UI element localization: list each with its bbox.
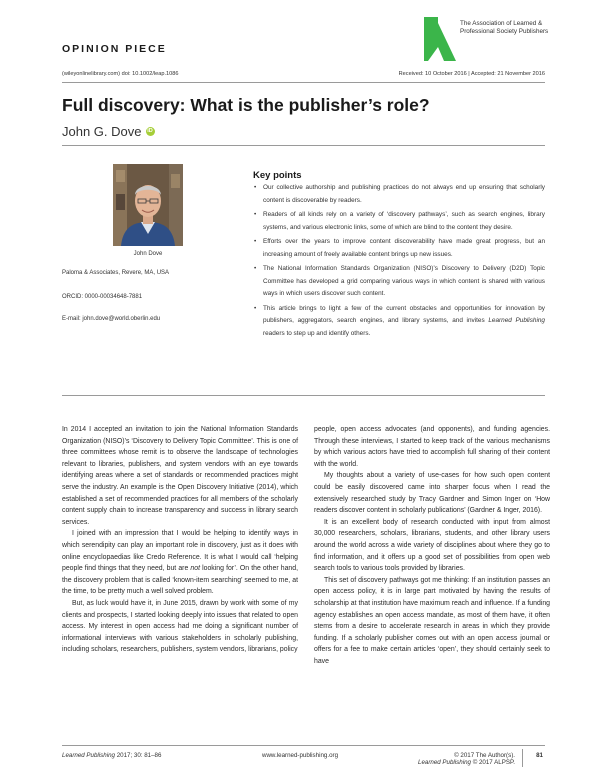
orcid-icon[interactable]: iD bbox=[147, 128, 153, 134]
article-author bbox=[62, 124, 155, 139]
body-column-left bbox=[62, 424, 298, 656]
footer-copyright-journal: Learned Publishing bbox=[418, 759, 471, 766]
paragraph bbox=[62, 528, 298, 598]
key-points-title: Key points bbox=[253, 170, 302, 181]
key-point bbox=[253, 303, 545, 341]
key-points-rule bbox=[62, 395, 545, 396]
page-number-divider bbox=[522, 749, 523, 767]
key-point: • Our collective authorship and publishing practices do not always end up ensuring that scholarly content is discoverable by readers. bbox=[253, 182, 545, 207]
footer-copyright-rest: © 2017 ALPSP. bbox=[470, 759, 515, 766]
footer-citation bbox=[62, 752, 161, 759]
key-point: • Readers of all kinds rely on a variety of ‘discovery pathways’, such as search engines, library systems, and various electronic links, some of which are blind to the content they desire. bbox=[253, 209, 545, 234]
email[interactable]: E-mail: john.dove@world.oberlin.edu bbox=[62, 316, 161, 322]
key-points-list bbox=[253, 182, 545, 342]
paragraph: In 2014 I accepted an invitation to join the National Information Standards Organization (NISO)’s ‘Discovery to Delivery Topic Committee’. This is one of three committees whose remit is to observe the landscape of technologies relevant to libraries, publishers, and system vendors with an eye towards identifying areas where a set of standards or recommended practices might serve the industry. An example is the Open Discovery Initiative (2014), which established a set of recommended practices for all members of the scholarly content supply chain to increase transparency and success in library search services. bbox=[62, 426, 298, 526]
received-accepted-dates: Received: 10 October 2016 | Accepted: 21 November 2016 bbox=[398, 71, 545, 77]
paragraph-text-end: looking for’. On the other hand, the discovery problem that is called ‘known-item searching’ seemed to me, at the time, to be pretty much a well solved problem. bbox=[62, 565, 298, 596]
title-rule bbox=[62, 145, 545, 146]
alpsp-logo bbox=[424, 17, 554, 61]
body-column-right bbox=[314, 424, 550, 667]
article-title: Full discovery: What is the publisher’s role? bbox=[62, 95, 430, 115]
footer-copyright bbox=[418, 752, 515, 766]
emphasis: not bbox=[190, 565, 200, 573]
author-name: John G. Dove bbox=[62, 124, 142, 139]
doi: (wileyonlinelibrary.com) doi: 10.1002/leap.1086 bbox=[62, 71, 179, 77]
author-photo bbox=[113, 164, 183, 246]
section-label: OPINION PIECE bbox=[62, 43, 167, 55]
orcid-number: ORCID: 0000-00034648-7881 bbox=[62, 294, 143, 300]
paragraph: This set of discovery pathways got me thinking: If an institution passes an open access policy, it is in large part motivated by having the results of scholarship at that institution have maximum reach and influence. If a funding agency establishes an open access mandate, as most of them have, it often stems from a desire to accelerate research in areas in which they provide funding. If a scholarly publisher comes out with an open access journal or offers for a fee to make certain articles ‘open’, they should certainly seek to have bbox=[314, 576, 550, 665]
paragraph-text: I joined with an impression that I would be helping to identify ways in which serendipity can play an important role in discovery, just as it does with online encyclopaedias like Credo Reference. It is what I would call ‘helping people find things that they need, but are bbox=[62, 530, 298, 573]
key-point: • Efforts over the years to improve content discoverability have made great progress, but an increasing amount of freely available content brings up new issues. bbox=[253, 236, 545, 261]
photo-caption: John Dove bbox=[133, 251, 163, 257]
key-point-text-end: readers to step up and identify others. bbox=[263, 329, 371, 337]
header-rule bbox=[62, 82, 545, 83]
footer-url[interactable]: www.learned-publishing.org bbox=[262, 752, 339, 759]
paragraph: people, open access advocates (and opponents), and funding agencies. Through these interviews, I started to keep track of the various mechanisms by which various actors have tried to accomplish full sharing of their content with the world. bbox=[314, 426, 550, 468]
footer-journal: Learned Publishing bbox=[62, 752, 115, 759]
footer-volume: 2017; 30: 81–86 bbox=[114, 752, 162, 759]
footer-copyright-line2 bbox=[418, 759, 515, 766]
logo-text: The Association of Learned & Professional Society Publishers bbox=[460, 20, 549, 35]
paragraph: But, as luck would have it, in June 2015, drawn by work with some of my clients and prospects, I started looking deeply into issues that related to open access. My interest in open access had me doing a significant number of informational interviews with various stakeholders in scholarly publishing, including scholars, researchers, publishers, system vendors, librarians, policy bbox=[62, 599, 298, 654]
key-point: • The National Information Standards Organization (NISO)’s Discovery to Delivery (D2D) Topic Committee has developed a grid comparing various ways in which content is shared with various ways in which users discover such content. bbox=[253, 263, 545, 301]
key-point-text: This article brings to light a few of the current obstacles and opportunities for innovation by publishers, aggregators, search engines, and library systems, and invites bbox=[263, 304, 545, 324]
affiliation: Paloma & Associates, Revere, MA, USA bbox=[62, 270, 170, 276]
footer-rule bbox=[62, 745, 545, 746]
paragraph: It is an excellent body of research conducted with input from almost 30,000 researchers, scholars, librarians, students, and other library users around the world across a wide variety of disciplines about where they go to find information, and it offers up a good set of possibilities from open web search tools to various tools provided by libraries. bbox=[314, 518, 550, 573]
footer-copyright-line1: © 2017 The Author(s). bbox=[454, 752, 515, 759]
paragraph: My thoughts about a variety of use-cases for how such open content could be easily discovered came into sharper focus when I read the extensively researched study by Tracy Gardner and Simon Inger on ‘How readers discover content in scholarly publications’ (Gardner & Inger, 2016). bbox=[314, 472, 550, 515]
alpsp-logo-mark bbox=[424, 17, 456, 61]
journal-name: Learned Publishing bbox=[488, 317, 545, 324]
page-number: 81 bbox=[536, 752, 543, 759]
